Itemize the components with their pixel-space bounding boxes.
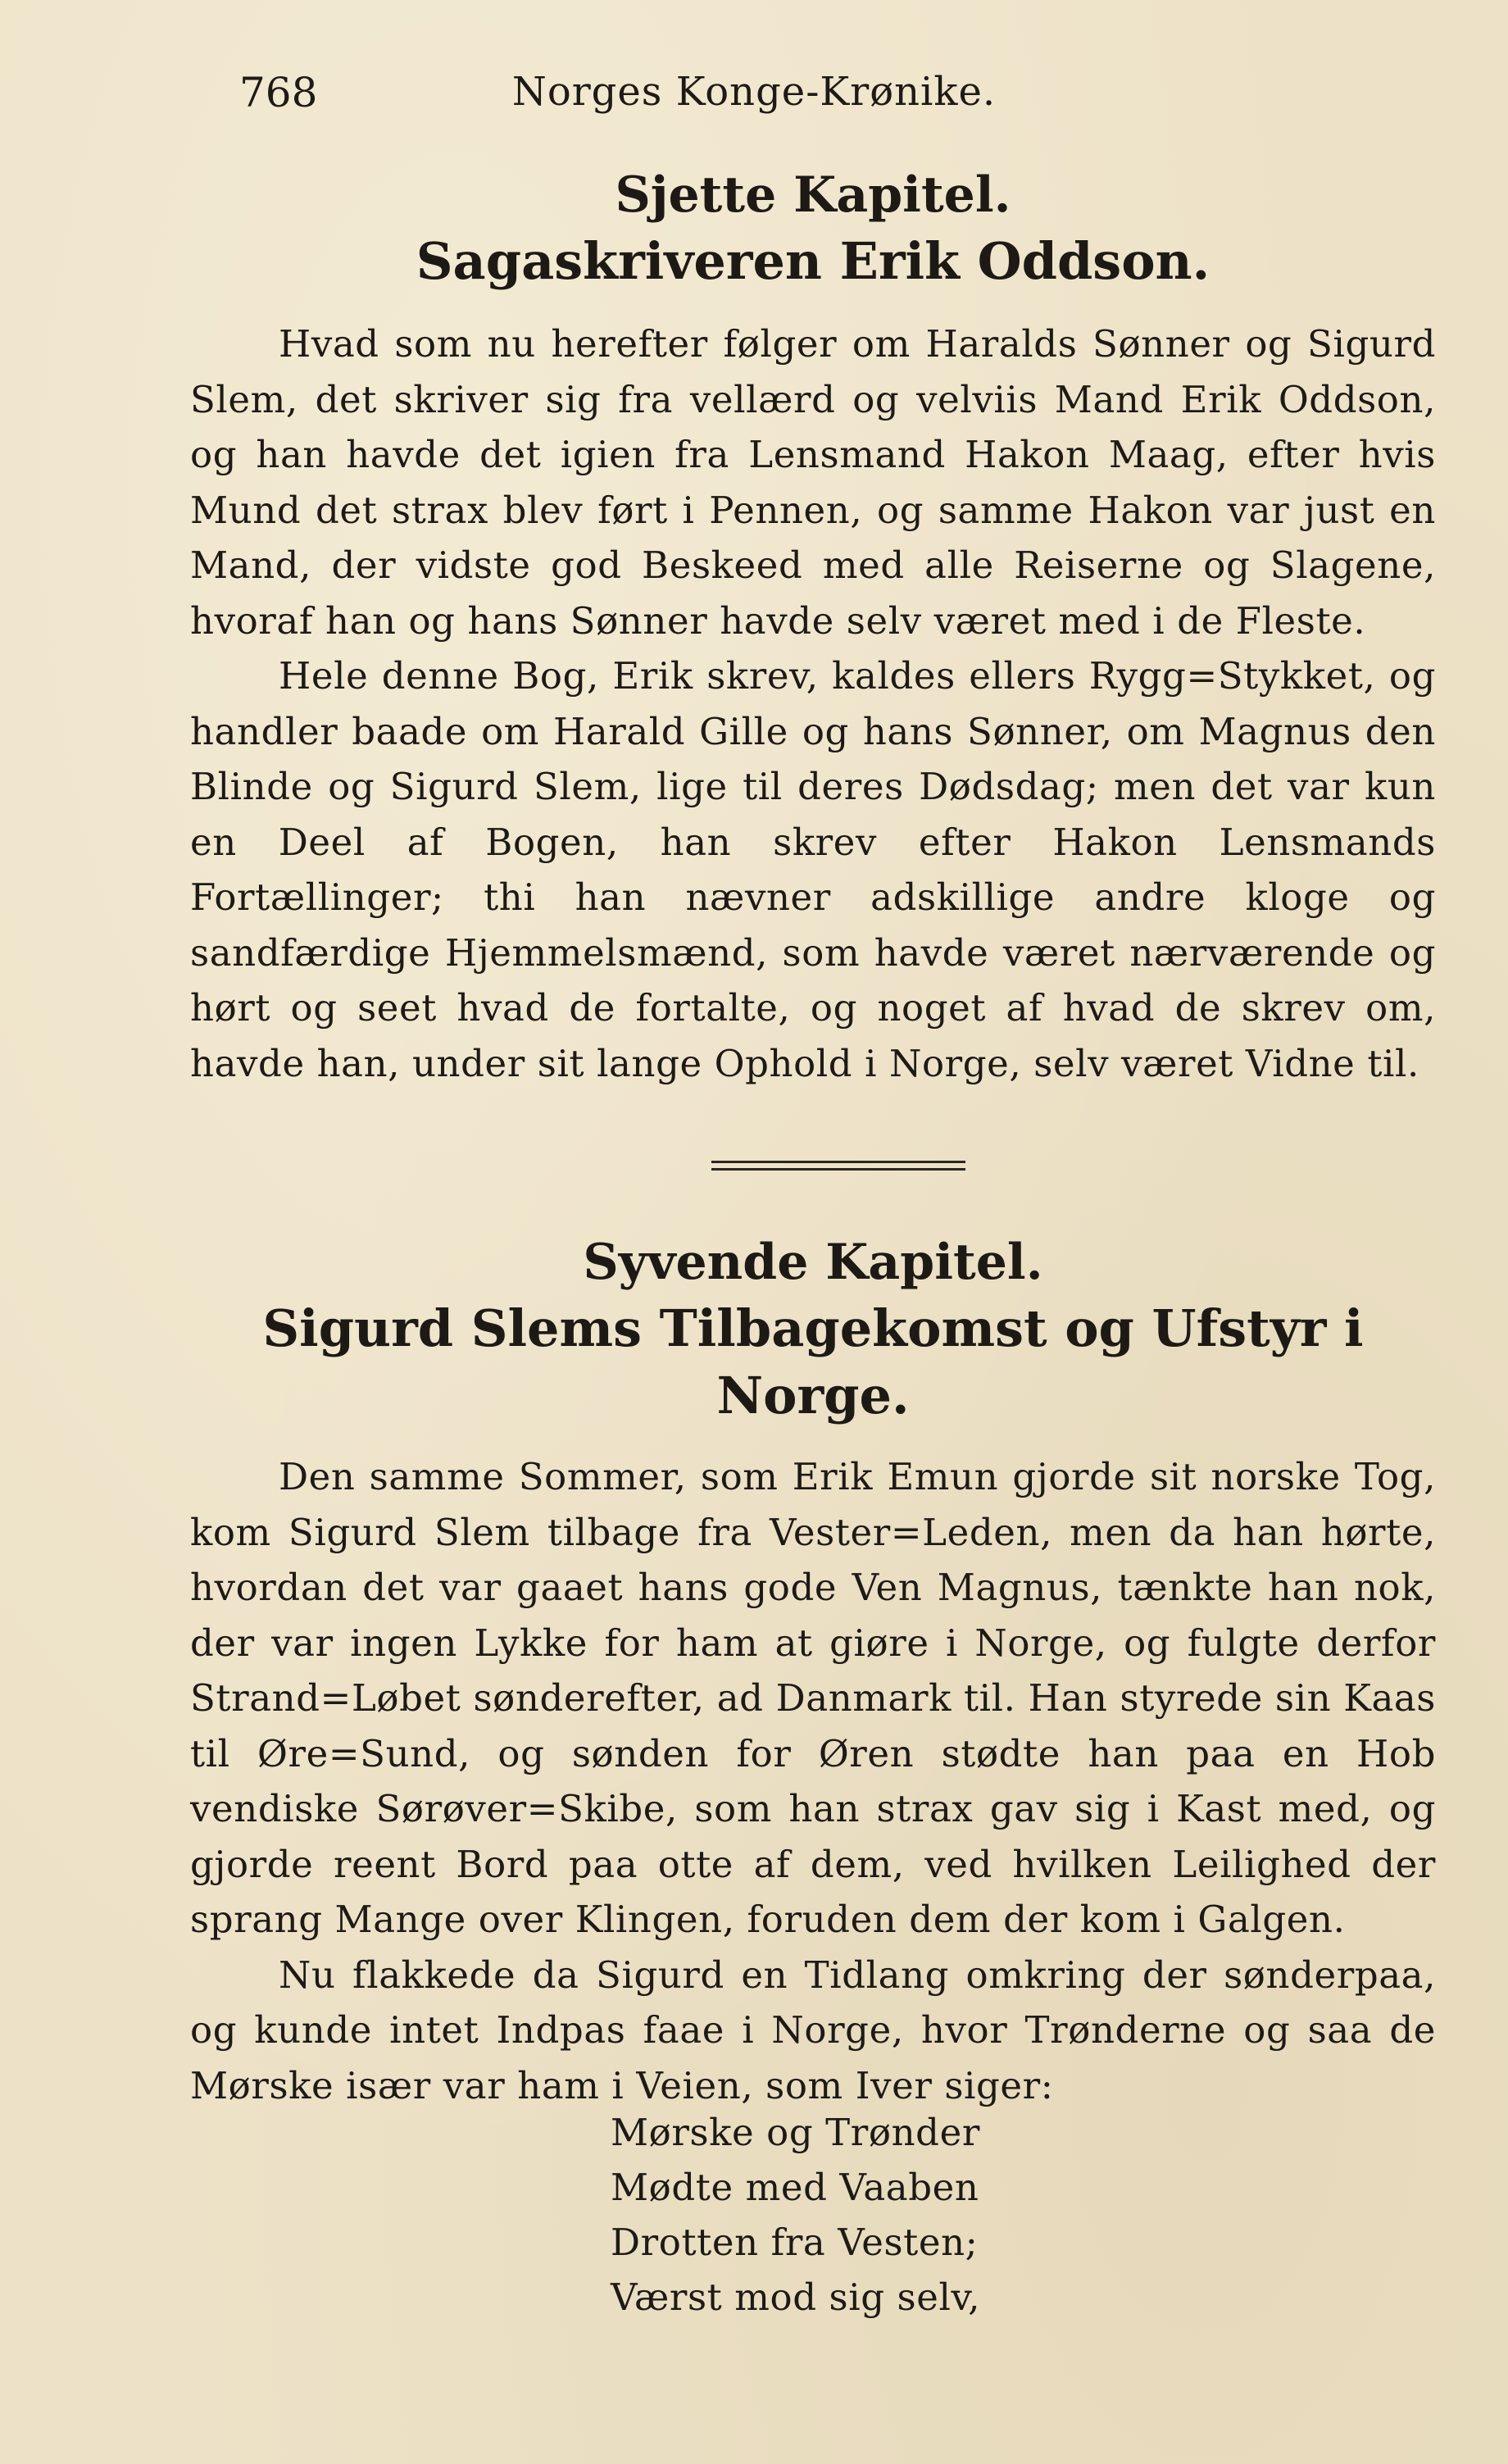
chapter-7 [190, 1230, 1436, 2113]
chapter-title: Sagaskriveren Erik Oddson. [416, 231, 1210, 291]
section-divider [711, 1161, 965, 1171]
verse-line: Drotten fra Vesten; [611, 2221, 979, 2264]
chapter-heading: Syvende Kapitel. [583, 1234, 1043, 1291]
verse-line: Mørske og Trønder [611, 2111, 980, 2154]
verse [611, 2105, 1184, 2325]
paragraph: Hele denne Bog, Erik skrev, kaldes ellers Rygg=Stykket, og handler baade om Harald Gille og hans Sønner, om Magnus den Blinde og Sigurd Slem, lige til deres Dødsdag; men det var kun en Deel af Bogen, han skrev efter Hakon Lensmands Fortællinger; thi han nævner adskillige andre kloge og sandfærdige Hjemmelsmænd, som havde været nærværende og hørt og seet hvad de fortalte, og noget af hvad de skrev om, havde han, under sit lange Ophold i Norge, selv været Vidne til. [190, 654, 1436, 1085]
chapter-title: Sigurd Slems Tilbagekomst og Ufstyr i Norge. [262, 1298, 1364, 1425]
page-number: 768 [239, 69, 318, 116]
chapter-heading: Sjette Kapitel. [615, 166, 1011, 224]
paragraph: Den samme Sommer, som Erik Emun gjorde sit norske Tog, kom Sigurd Slem tilbage fra Vester=Leden, men da han hørte, hvordan det var gaaet hans gode Ven Magnus, tænkte han nok, der var ingen Lykke for ham at giøre i Norge, og fulgte derfor Strand=Løbet sønderefter, ad Danmark til. Han styrede sin Kaas til Øre=Sund, og sønden for Øren stødte han paa en Hob vendiske Sørøver=Skibe, som han strax gav sig i Kast med, og gjorde reent Bord paa otte af dem, ved hvilken Leilighed der sprang Mange over Klingen, foruden dem der kom i Galgen. [190, 1455, 1436, 1941]
verse-line: Værst mod sig selv, [611, 2275, 981, 2319]
paragraph: Hvad som nu herefter følger om Haralds Sønner og Sigurd Slem, det skriver sig fra vellærd og velviis Mand Erik Oddson, og han havde det igien fra Lensmand Hakon Maag, efter hvis Mund det strax blev ført i Pennen, og samme Hakon var just en Mand, der vidste god Beskeed med alle Reiserne og Slagene, hvoraf han og hans Sønner havde selv været med i de Fleste. [190, 322, 1436, 643]
paragraph: Nu flakkede da Sigurd en Tidlang omkring der sønderpaa, og kunde intet Indpas faae i Norge, hvor Trønderne og saa de Mørske især var ham i Veien, som Iver siger: [190, 1953, 1436, 2107]
running-head: Norges Konge-Krønike. [511, 69, 997, 115]
chapter-6 [190, 162, 1436, 1091]
page-header [190, 69, 1318, 126]
verse-line: Mødte med Vaaben [611, 2166, 979, 2209]
